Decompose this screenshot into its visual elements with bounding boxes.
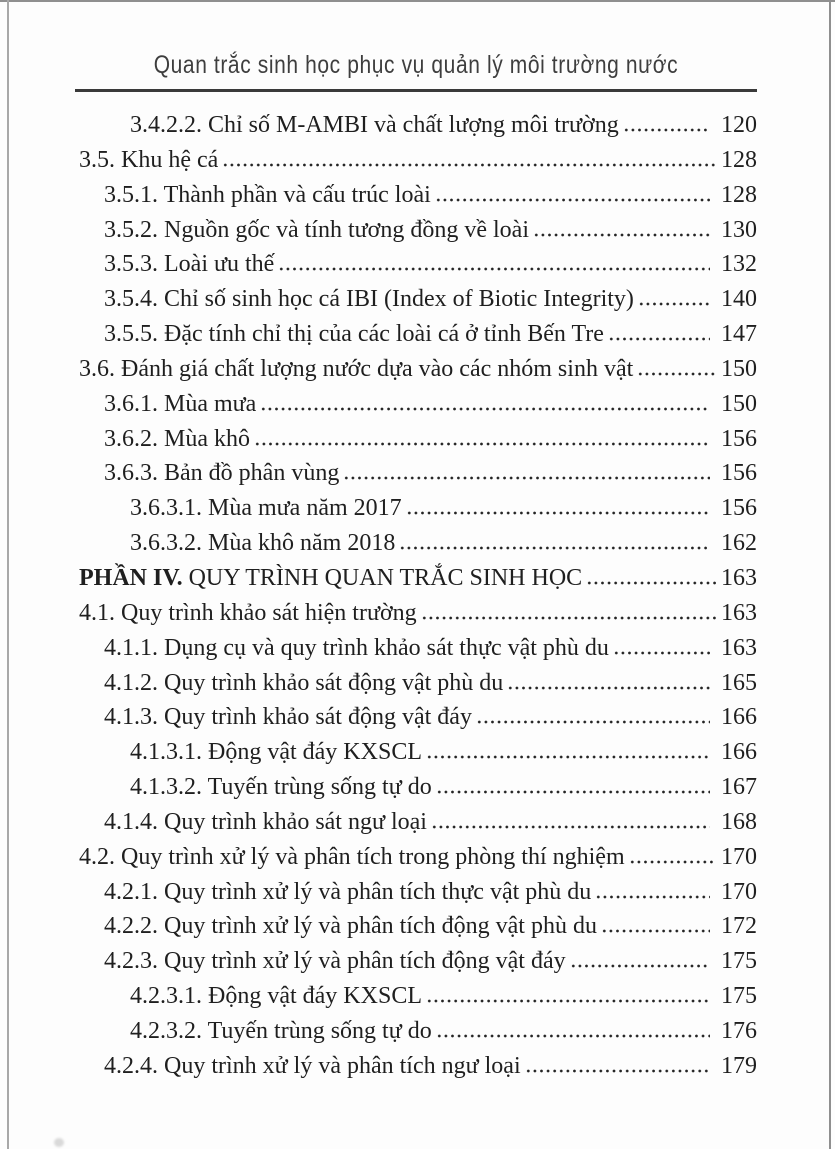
toc-entry-page-number: 156 xyxy=(721,460,757,487)
toc-entry xyxy=(75,702,757,737)
toc-entry-title: 3.6.3. Bản đồ phân vùng xyxy=(104,460,340,487)
toc-entry-title: 3.6.3.2. Mùa khô năm 2018 xyxy=(130,530,396,557)
toc-entry-page-number: 156 xyxy=(721,425,757,452)
dot-leader xyxy=(399,546,710,550)
dot-leader xyxy=(608,337,710,341)
toc-entry xyxy=(75,981,757,1016)
dot-leader xyxy=(343,476,710,480)
toc-entry-title: 4.2.3.2. Tuyến trùng sống tự do xyxy=(130,1017,432,1044)
dot-leader xyxy=(601,929,710,933)
dot-leader xyxy=(613,651,710,655)
toc-entry-title: 4.1.1. Dụng cụ và quy trình khảo sát thực vật phù du xyxy=(104,634,609,661)
dot-leader xyxy=(260,407,710,411)
toc-entry-page-number: 179 xyxy=(721,1052,757,1079)
toc-entry-page-number: 163 xyxy=(721,634,757,661)
running-header: Quan trắc sinh học phục vụ quản lý môi trường nước xyxy=(153,51,679,79)
toc-entry xyxy=(75,354,757,389)
toc-entry-page-number: 166 xyxy=(721,704,757,731)
toc-entry-page-number: 150 xyxy=(721,355,757,382)
toc-entry-title: 4.2.3.1. Động vật đáy KXSCL xyxy=(130,983,422,1010)
toc-entry xyxy=(75,737,757,772)
toc-entry-page-number: 156 xyxy=(721,495,757,522)
dot-leader xyxy=(476,720,710,724)
dot-leader xyxy=(421,616,716,620)
toc-entry-page-number: 140 xyxy=(721,286,757,313)
toc-entry-title: 3.5.3. Loài ưu thế xyxy=(104,251,275,278)
dot-leader xyxy=(533,233,710,237)
toc-entry-page-number: 130 xyxy=(721,216,757,243)
dot-leader xyxy=(629,860,716,864)
toc-entry xyxy=(75,180,757,215)
toc-entry-title: 4.1.3.2. Tuyến trùng sống tự do xyxy=(130,774,432,801)
toc-entry xyxy=(75,772,757,807)
toc-entry-page-number: 172 xyxy=(721,913,757,940)
toc-entry-page-number: 163 xyxy=(721,599,757,626)
dot-leader xyxy=(254,442,710,446)
toc-entry xyxy=(75,389,757,424)
toc-entry-title: 3.5.4. Chỉ số sinh học cá IBI (Index of Biotic Integrity) xyxy=(104,286,634,313)
dot-leader xyxy=(586,581,716,585)
toc-entry-page-number: 170 xyxy=(721,878,757,905)
toc-entry-title: 3.6.3.1. Mùa mưa năm 2017 xyxy=(130,495,402,522)
toc-entry xyxy=(75,215,757,250)
toc-entry-page-number: 168 xyxy=(721,808,757,835)
dot-leader xyxy=(570,964,710,968)
toc-entry-title: 4.1.2. Quy trình khảo sát động vật phù du xyxy=(104,669,504,696)
toc-entry xyxy=(75,842,757,877)
dot-leader xyxy=(406,511,710,515)
dot-leader xyxy=(595,895,710,899)
toc-entry-page-number: 162 xyxy=(721,530,757,557)
toc-entry-title: 4.2. Quy trình xử lý và phân tích trong phòng thí nghiệm xyxy=(79,843,625,870)
toc-entry xyxy=(75,145,757,180)
scan-edge-right xyxy=(829,0,831,1149)
toc-entry xyxy=(75,633,757,668)
scan-edge-left xyxy=(7,0,9,1149)
toc-entry-title: PHẦN IV. QUY TRÌNH QUAN TRẮC SINH HỌC xyxy=(79,564,583,591)
toc-entry-page-number: 166 xyxy=(721,739,757,766)
toc-entry xyxy=(75,911,757,946)
toc-entry xyxy=(75,424,757,459)
dot-leader xyxy=(507,686,710,690)
dot-leader xyxy=(623,128,710,132)
toc-entry xyxy=(75,1051,757,1086)
toc-entry xyxy=(75,807,757,842)
toc-entry xyxy=(75,668,757,703)
scan-smudge xyxy=(54,1138,64,1147)
toc-entry-title: 3.5.1. Thành phần và cấu trúc loài xyxy=(104,181,431,208)
scan-edge-top xyxy=(0,0,835,2)
toc-entry-title: 4.1.3. Quy trình khảo sát động vật đáy xyxy=(104,704,472,731)
toc-entry-title: 4.2.3. Quy trình xử lý và phân tích động vật đáy xyxy=(104,948,566,975)
toc-entry xyxy=(75,528,757,563)
dot-leader xyxy=(436,1034,710,1038)
dot-leader xyxy=(637,372,716,376)
toc-entry-page-number: 175 xyxy=(721,948,757,975)
toc-entry xyxy=(75,319,757,354)
toc-entry xyxy=(75,877,757,912)
toc-entry xyxy=(75,946,757,981)
toc-entry-title: 4.1.4. Quy trình khảo sát ngư loại xyxy=(104,808,427,835)
toc-entry-title: 3.6.1. Mùa mưa xyxy=(104,390,257,417)
toc-entry-page-number: 128 xyxy=(721,181,757,208)
toc-entry-page-number: 175 xyxy=(721,983,757,1010)
dot-leader xyxy=(426,999,710,1003)
toc-entry-page-number: 176 xyxy=(721,1017,757,1044)
toc-entry xyxy=(75,284,757,319)
toc-entry-page-number: 120 xyxy=(721,112,757,138)
toc-entry xyxy=(75,1016,757,1051)
toc-entry-title: 3.6. Đánh giá chất lượng nước dựa vào các nhóm sinh vật xyxy=(79,355,634,382)
toc-entry-page-number: 167 xyxy=(721,774,757,801)
toc-entry-page-number: 165 xyxy=(721,669,757,696)
toc-entry-page-number: 170 xyxy=(721,843,757,870)
toc-entry-title: 4.1.3.1. Động vật đáy KXSCL xyxy=(130,739,422,766)
toc-entry-title: 4.1. Quy trình khảo sát hiện trường xyxy=(79,599,417,626)
toc-entry-title: 4.2.2. Quy trình xử lý và phân tích động vật phù du xyxy=(104,913,597,940)
toc-entry-title: 4.2.1. Quy trình xử lý và phân tích thực vật phù du xyxy=(104,878,592,905)
toc-entry-title: 3.6.2. Mùa khô xyxy=(104,425,250,452)
toc-entry-page-number: 147 xyxy=(721,321,757,348)
dot-leader xyxy=(278,267,710,271)
dot-leader xyxy=(638,302,710,306)
toc-entry-page-number: 132 xyxy=(721,251,757,278)
dot-leader xyxy=(426,755,710,759)
toc-entry-title: 3.5.5. Đặc tính chỉ thị của các loài cá ở tỉnh Bến Tre xyxy=(104,321,604,348)
toc-entry-title: 3.5.2. Nguồn gốc và tính tương đồng về loài xyxy=(104,216,529,243)
toc-list xyxy=(75,110,757,1086)
toc-entry-title: 3.4.2.2. Chỉ số M-AMBI và chất lượng môi trường xyxy=(130,112,619,138)
toc-entry-title: 4.2.4. Quy trình xử lý và phân tích ngư loại xyxy=(104,1052,521,1079)
toc-entry xyxy=(75,493,757,528)
toc-entry-title: 3.5. Khu hệ cá xyxy=(79,146,219,173)
dot-leader xyxy=(222,163,716,167)
dot-leader xyxy=(435,198,710,202)
toc-entry xyxy=(75,110,757,145)
dot-leader xyxy=(525,1069,710,1073)
toc-entry-page-number: 163 xyxy=(721,564,757,591)
toc-entry xyxy=(75,598,757,633)
toc-entry xyxy=(75,458,757,493)
toc-entry-page-number: 128 xyxy=(721,146,757,173)
dot-leader xyxy=(436,790,710,794)
header-rule xyxy=(75,89,757,92)
toc-entry xyxy=(75,249,757,284)
toc-entry-page-number: 150 xyxy=(721,390,757,417)
toc-entry-bold-prefix: PHẦN IV. xyxy=(79,564,183,591)
dot-leader xyxy=(431,825,710,829)
toc-entry xyxy=(75,563,757,598)
